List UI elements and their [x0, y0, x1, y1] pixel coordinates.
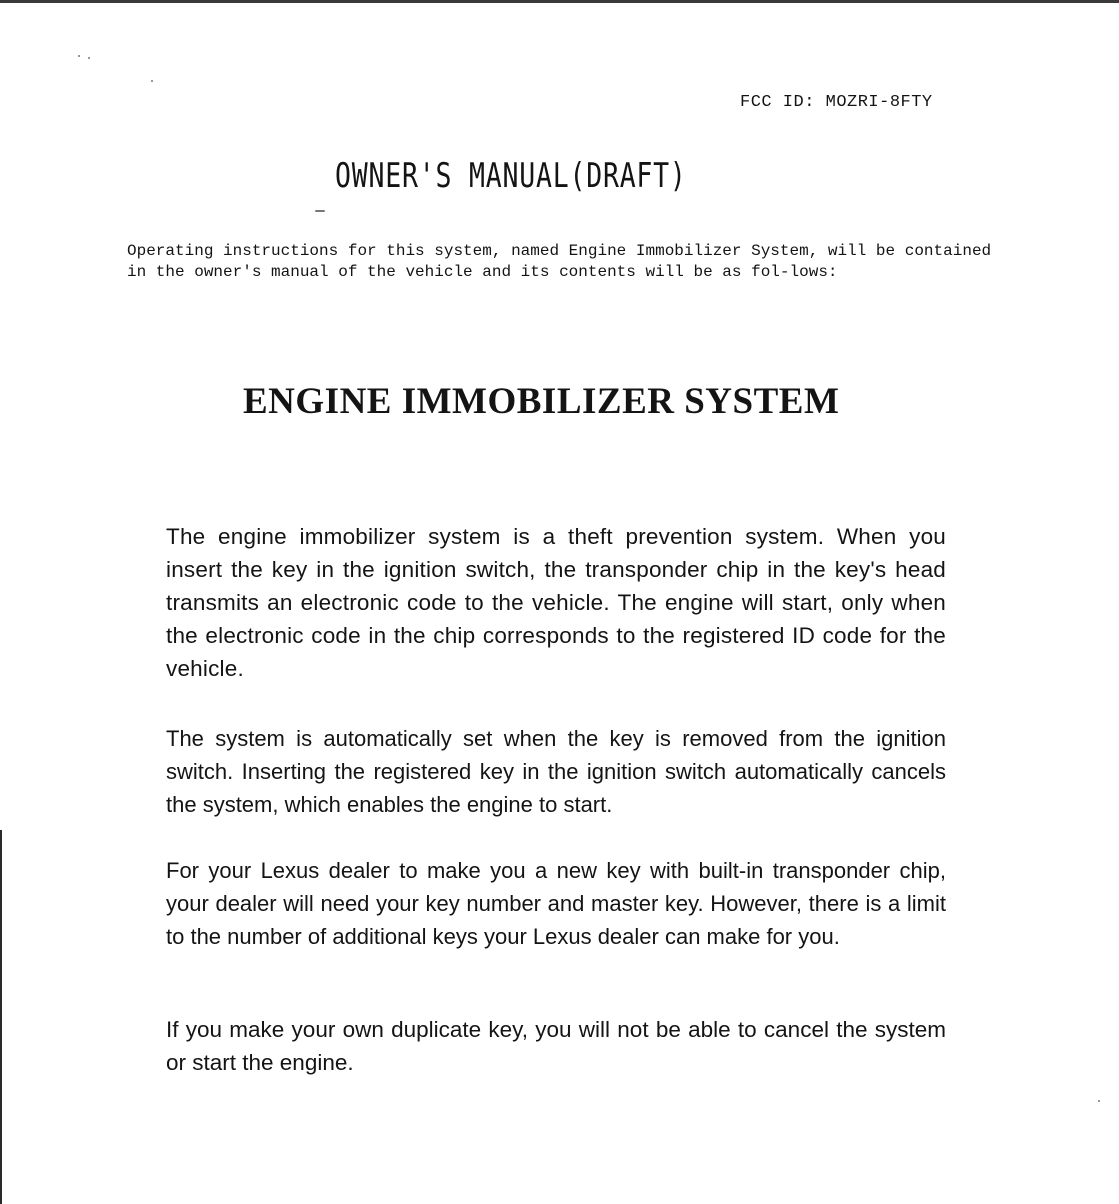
fcc-id-label: FCC ID: MOZRI-8FTY: [740, 93, 933, 112]
scan-speck: [78, 55, 80, 57]
scan-speck: [151, 80, 153, 82]
scan-left-edge: [0, 830, 2, 1204]
body-paragraph: If you make your own duplicate key, you will not be able to cancel the system or start the engine.: [166, 1017, 946, 1075]
scan-speck: [315, 210, 325, 212]
section-heading: ENGINE IMMOBILIZER SYSTEM: [243, 381, 840, 422]
body-paragraph: For your Lexus dealer to make you a new key with built-in transponder chip, your dealer will need your key number and master key. However, there is a limit to the number of additional keys your Lexus dealer can make for you.: [166, 858, 946, 949]
intro-paragraph: Operating instructions for this system, named Engine Immobilizer System, will be contained in the owner's manual of the vehicle and its contents will be as fol-lows:: [127, 242, 992, 281]
page-title: OWNER'S MANUAL(DRAFT): [335, 156, 687, 196]
body-paragraph: The engine immobilizer system is a theft prevention system. When you insert the key in the ignition switch, the transponder chip in the key's head transmits an electronic code to the vehicle. The engine will start, only when the electronic code in the chip corresponds to the registered ID code for the vehicle.: [166, 524, 946, 681]
scan-speck: [1098, 1100, 1100, 1102]
body-paragraph: The system is automatically set when the key is removed from the ignition switch. Inserting the registered key in the ignition switch automatically cancels the system, which enables the engine to start.: [166, 726, 946, 817]
scan-speck: [88, 57, 90, 59]
scan-top-edge: [0, 0, 1119, 3]
